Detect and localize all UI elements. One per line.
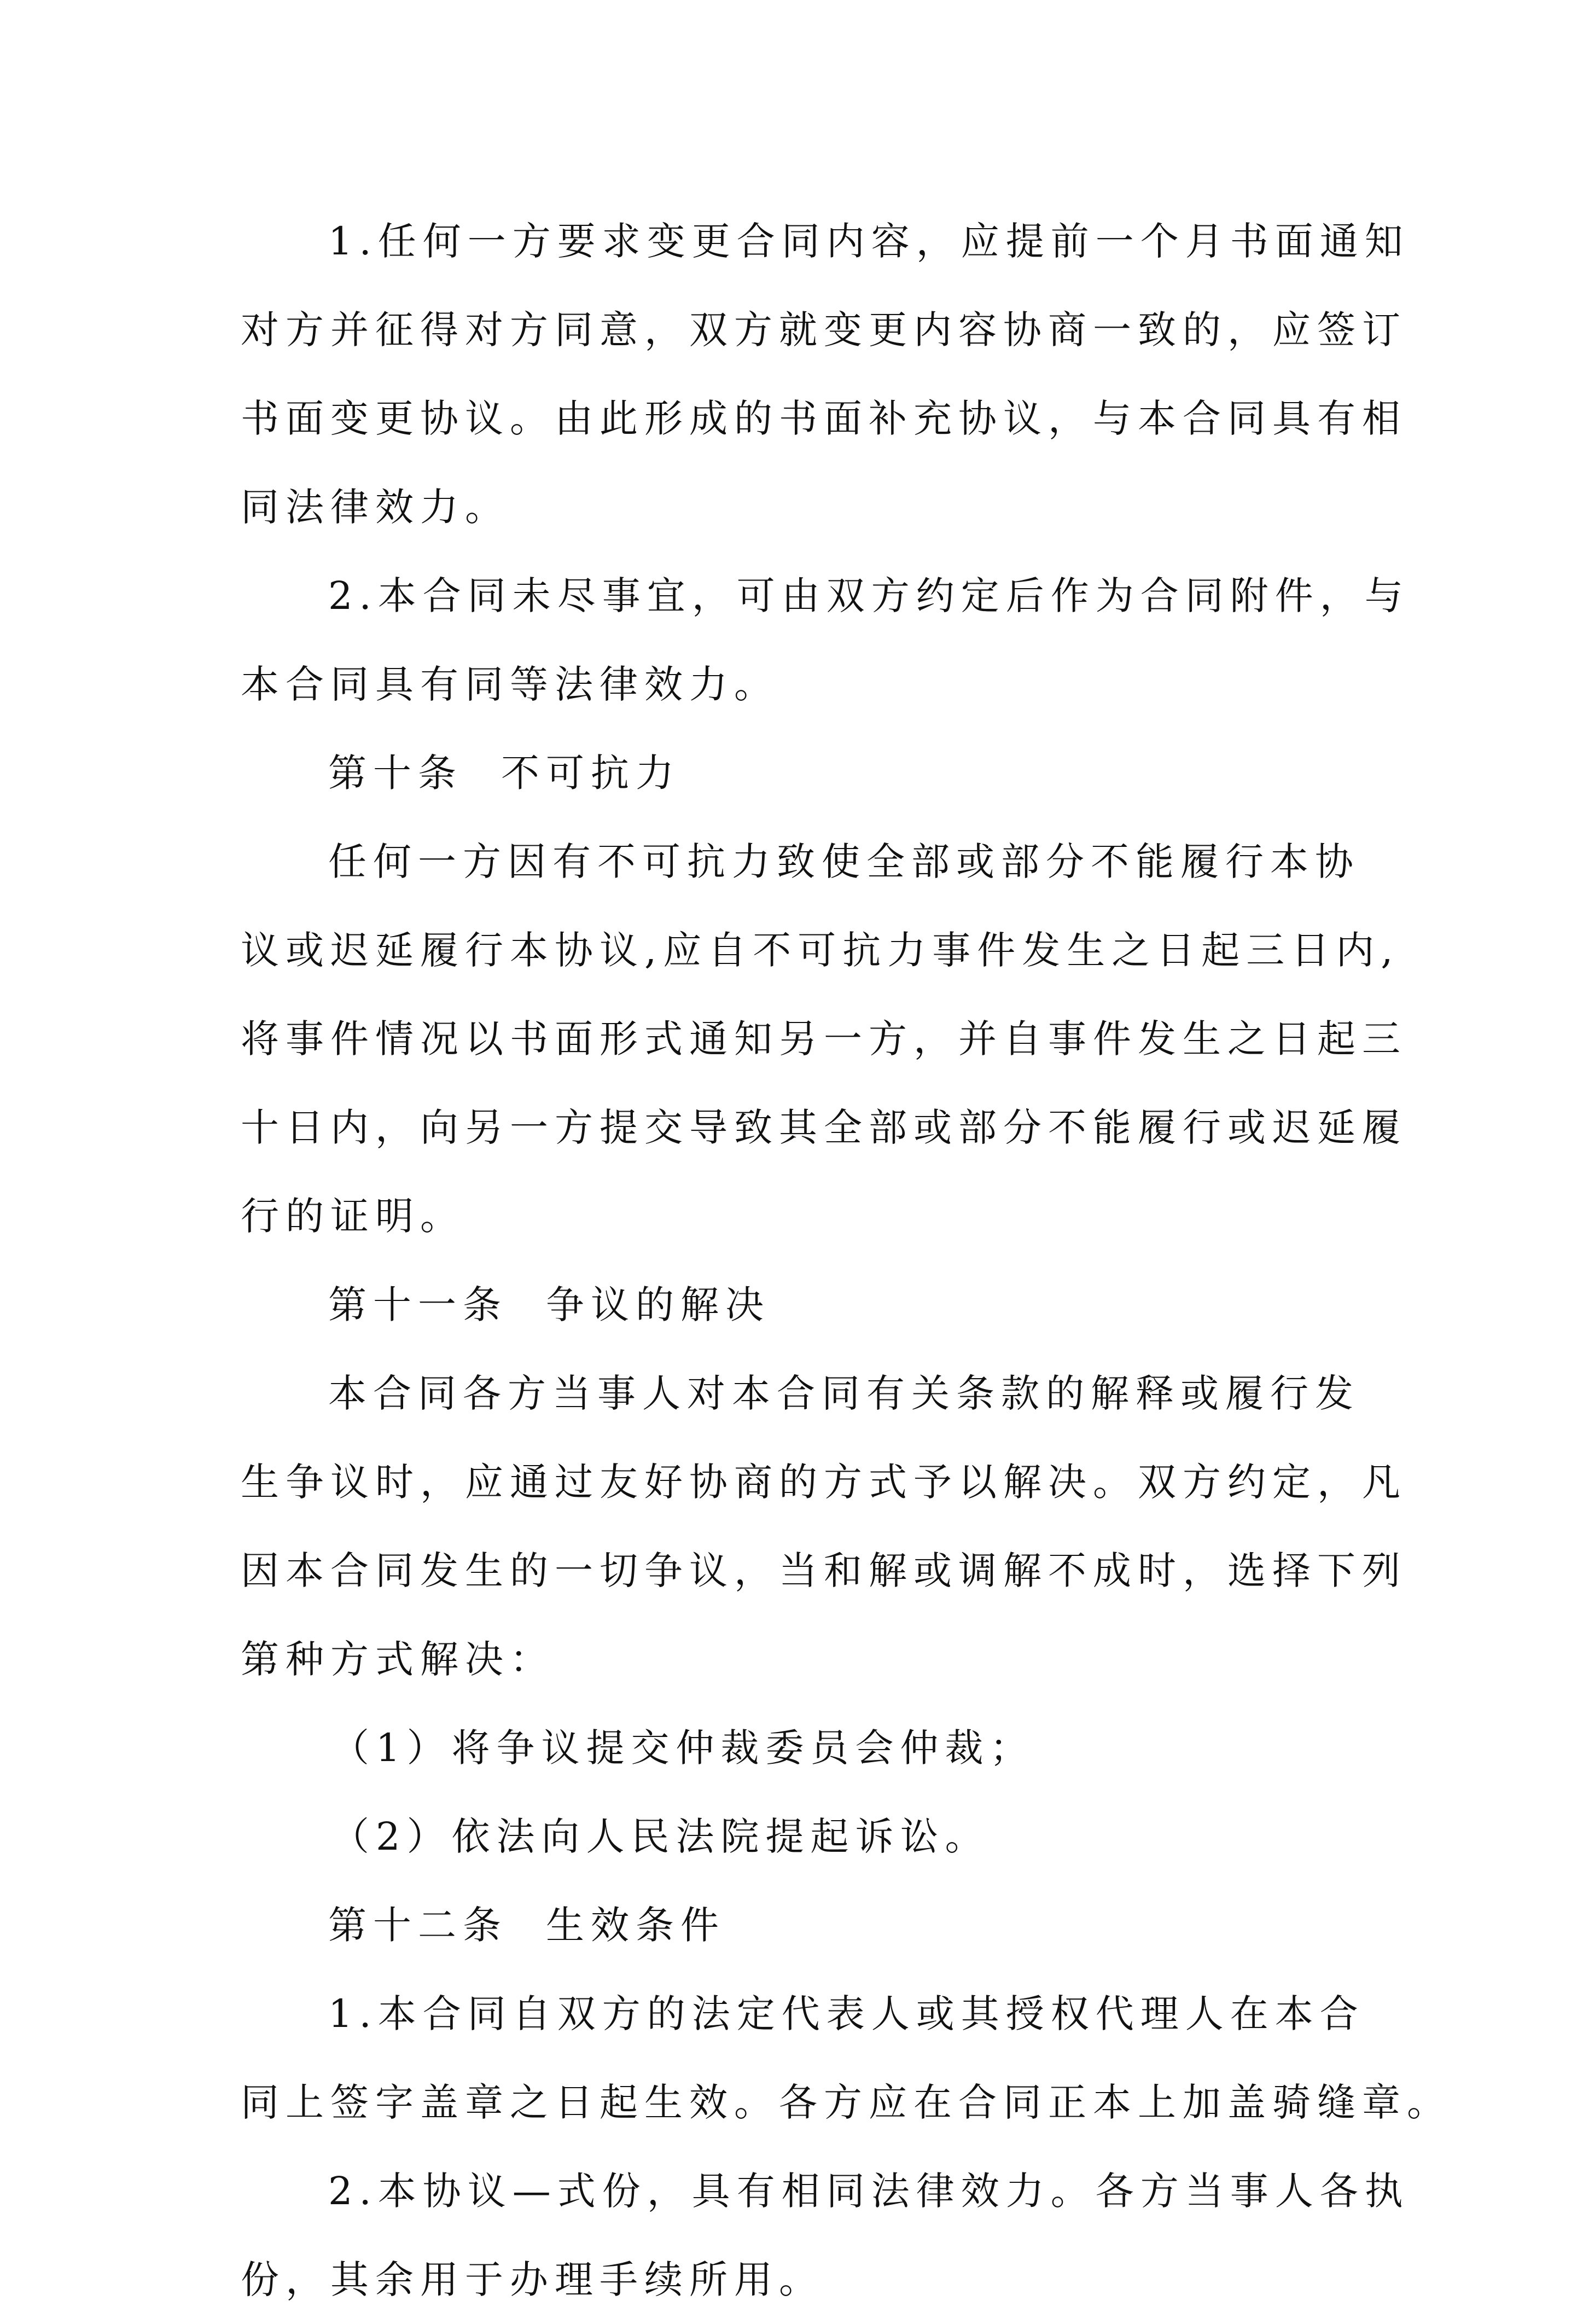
- paragraph-line: 本合同具有同等法律效力。: [241, 662, 779, 707]
- paragraph-line: 十日内，向另一方提交导致其全部或部分不能履行或迟延履: [241, 1105, 1407, 1150]
- section-heading: [241, 1260, 1351, 1349]
- section-title: 不可抗力: [501, 751, 680, 795]
- paragraph-line: 第种方式解决：: [241, 1637, 555, 1682]
- paragraph-line: 因本合同发生的一切争议，当和解或调解不成时，选择下列: [241, 1548, 1407, 1593]
- paragraph-line: 生争议时，应通过友好协商的方式予以解决。双方约定，凡: [241, 1460, 1407, 1504]
- section-number: 第十二条: [328, 1903, 508, 1948]
- paragraph-line: 将事件情况以书面形式通知另一方，并自事件发生之日起三: [241, 1016, 1407, 1061]
- paragraph-line: 1.任何一方要求变更合同内容，应提前一个月书面通知: [328, 219, 1410, 264]
- contract-text: [241, 197, 1452, 2324]
- paragraph-line: 同上签字盖章之日起生效。各方应在合同正本上加盖骑缝章。: [241, 2080, 1452, 2125]
- list-item: （2）依法向人民法院提起诉讼。: [331, 1814, 990, 1859]
- paragraph-line: 2.本合同未尽事宜，可由双方约定后作为合同附件，与: [328, 573, 1410, 618]
- section-heading: [241, 729, 1351, 817]
- section-number: 第十一条: [328, 1282, 508, 1327]
- paragraph-line: 书面变更协议。由此形成的书面补充协议，与本合同具有相: [241, 396, 1407, 441]
- paragraph-line: 2.本协议—式份，具有相同法律效力。各方当事人各执: [328, 2169, 1410, 2213]
- section-title: 争议的解决: [546, 1282, 770, 1327]
- paragraph-line: 对方并征得对方同意，双方就变更内容协商一致的，应签订: [241, 307, 1407, 352]
- section-number: 第十条: [328, 751, 463, 795]
- paragraph-line: 行的证明。: [241, 1194, 465, 1239]
- section-title: 生效条件: [546, 1903, 725, 1948]
- paragraph-line: 任何一方因有不可抗力致使全部或部分不能履行本协: [328, 839, 1360, 884]
- list-item: （1）将争议提交仲裁委员会仲裁；: [331, 1725, 1035, 1770]
- paragraph-line: 本合同各方当事人对本合同有关条款的解释或履行发: [328, 1371, 1360, 1416]
- paragraph-line: 份，其余用于办理手续所用。: [241, 2257, 824, 2302]
- section-heading: [241, 1881, 1351, 1969]
- paragraph-line: 同法律效力。: [241, 485, 510, 530]
- paragraph-line: 1.本合同自双方的法定代表人或其授权代理人在本合: [328, 1991, 1365, 2036]
- paragraph-line: 议或迟延履行本协议,应自不可抗力事件发生之日起三日内,: [241, 928, 1400, 973]
